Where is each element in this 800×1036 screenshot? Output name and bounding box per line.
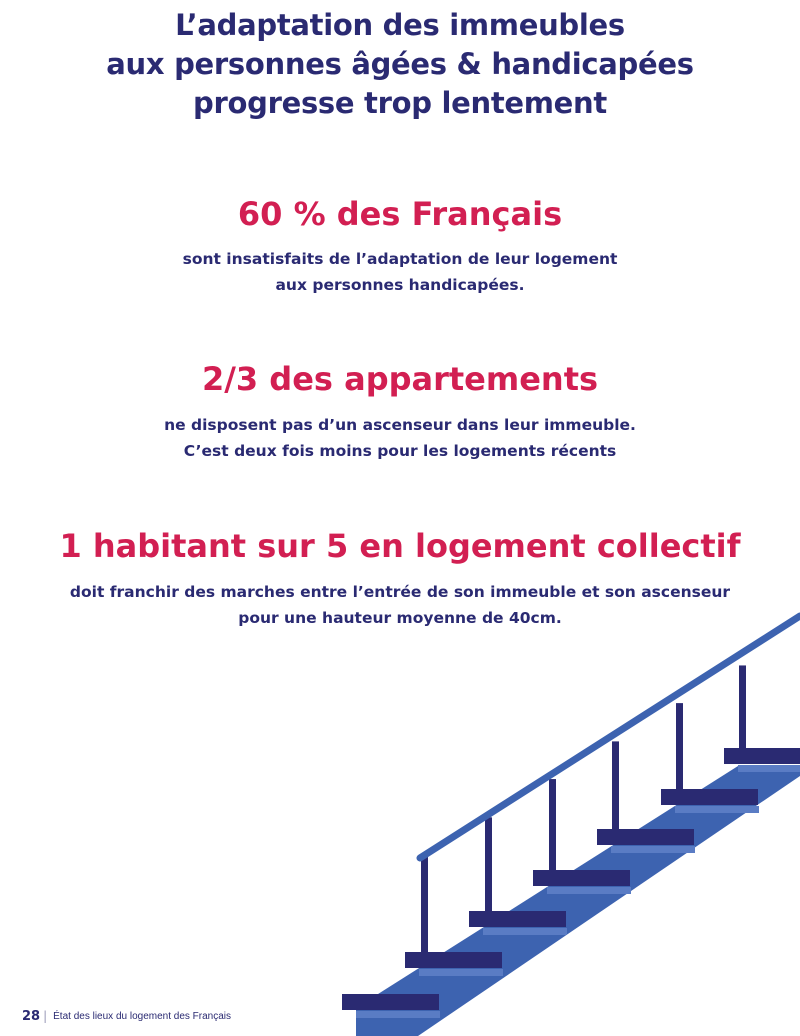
step-shadow <box>675 806 759 813</box>
step-shadow <box>483 928 567 935</box>
stat-description-line: ne disposent pas d’un ascenseur dans leur immeuble. <box>164 416 636 434</box>
step-tread <box>724 748 800 764</box>
stat-headline-francais: 60 % des Français <box>237 195 563 233</box>
step-tread <box>661 789 758 805</box>
stat-headline-appartements: 2/3 des appartements <box>201 360 599 398</box>
step-tread <box>533 870 630 886</box>
step-tread <box>342 994 439 1010</box>
page-number: 28 <box>22 1008 41 1024</box>
baluster <box>549 779 556 870</box>
step-shadow <box>611 846 695 853</box>
step-shadow <box>356 1011 440 1018</box>
step-tread <box>469 911 566 927</box>
step-shadow <box>547 887 631 894</box>
step-tread <box>405 952 502 968</box>
title-line-2: aux personnes âgées & handicapées <box>106 47 694 81</box>
stat-description-line: pour une hauteur moyenne de 40cm. <box>238 609 562 627</box>
title-line-3: progresse trop lentement <box>193 86 607 120</box>
step-tread <box>597 829 694 845</box>
stat-headline-habitant: 1 habitant sur 5 en logement collectif <box>59 527 741 565</box>
baluster <box>676 703 683 789</box>
step-shadow <box>738 765 800 772</box>
stat-description-line: C’est deux fois moins pour les logements récents <box>183 442 617 460</box>
page-footer <box>22 1006 231 1026</box>
stat-description-line: doit franchir des marches entre l’entrée de son immeuble et son ascenseur <box>69 583 731 601</box>
baluster <box>485 817 492 911</box>
step-shadow <box>419 969 503 976</box>
footer-separator: | <box>43 1009 48 1023</box>
stat-description-line: sont insatisfaits de l’adaptation de leur logement <box>182 250 618 268</box>
baluster <box>612 741 619 829</box>
stat-description-line: aux personnes handicapées. <box>275 276 525 294</box>
title-line-1: L’adaptation des immeubles <box>175 8 625 42</box>
document-title: État des lieux du logement des Français <box>53 1010 232 1022</box>
baluster <box>421 856 428 952</box>
baluster <box>739 665 746 748</box>
